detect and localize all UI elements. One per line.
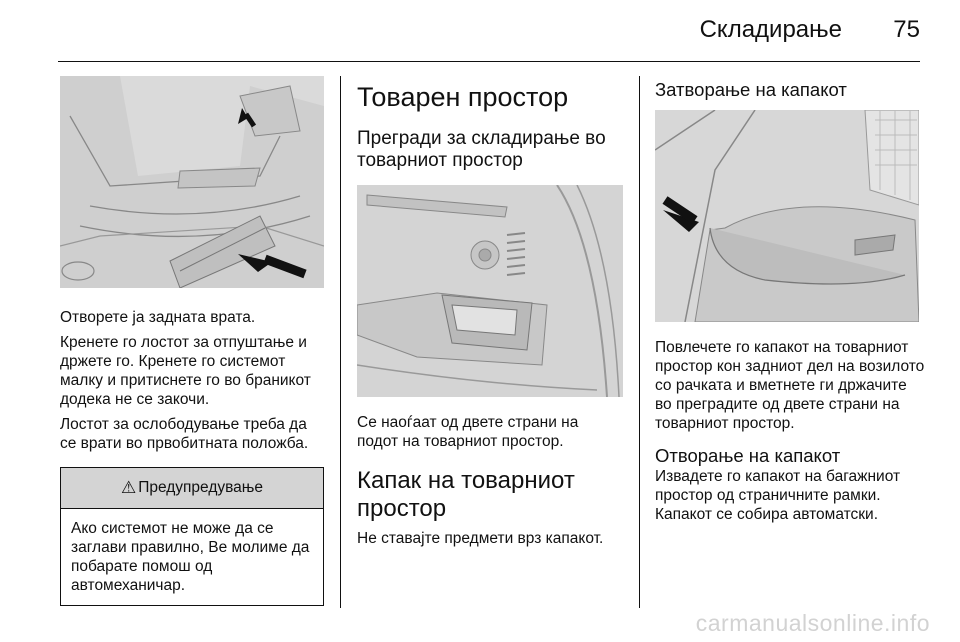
subheading-storage-compartments: Прегради за складирање во товарниот простор [357,128,606,171]
para-no-objects-on-cover: Не ставајте предмети врз капакот. [357,530,604,547]
warning-text: Ако системот не може да се заглави правилно, Ве молиме да побарате помош од автомеханичар. [71,520,310,594]
warning-triangle-icon: ⚠ [120,478,137,497]
para-open-tailgate: Отворете ја задната врата. [60,309,256,326]
para-lift-lever: Кренете го лостот за отпуштање и држете го. Кренете го системот малку и притиснете го во браникот додека не се закочи. [60,334,311,408]
right-column [655,76,925,524]
para-lever-return: Лостот за ослободување треба да се врати во првобитната положба. [60,416,309,452]
middle-column [357,76,623,548]
warning-title: Предупредување [138,479,264,496]
left-column [60,76,324,606]
page-number: 75 [893,16,920,43]
warning-header [61,468,323,509]
para-remove-cover: Извадете го капакот на багажниот простор од страничните рамки. Капакот се собира автоматски. [655,468,901,523]
section-heading-cargo-space: Товарен простор [357,82,569,112]
column-divider-right [639,76,640,608]
column-divider-left [340,76,341,608]
section-heading-cover: Капак на товарниот простор [357,467,575,522]
page-running-title: Складирање [699,16,842,43]
trunk-floor-illustration [60,76,324,288]
para-pull-cover: Повлечете го капакот на товарниот простор кон задниот дел на возилото со рачката и вметнете ги држачите во преградите од двете страни на товарниот простор. [655,339,925,432]
watermark: carmanualsonline.info [695,610,930,636]
heading-opening-cover: Отворање на капакот [655,445,841,466]
caption-compartments-location: Се наоѓаат од двете страни на подот на товарниот простор. [357,414,579,450]
header-rule [58,61,920,62]
warning-box [60,467,324,606]
heading-closing-cover: Затворање на капакот [655,79,847,100]
storage-compartment-illustration [357,185,623,397]
cover-closing-illustration [655,110,919,322]
